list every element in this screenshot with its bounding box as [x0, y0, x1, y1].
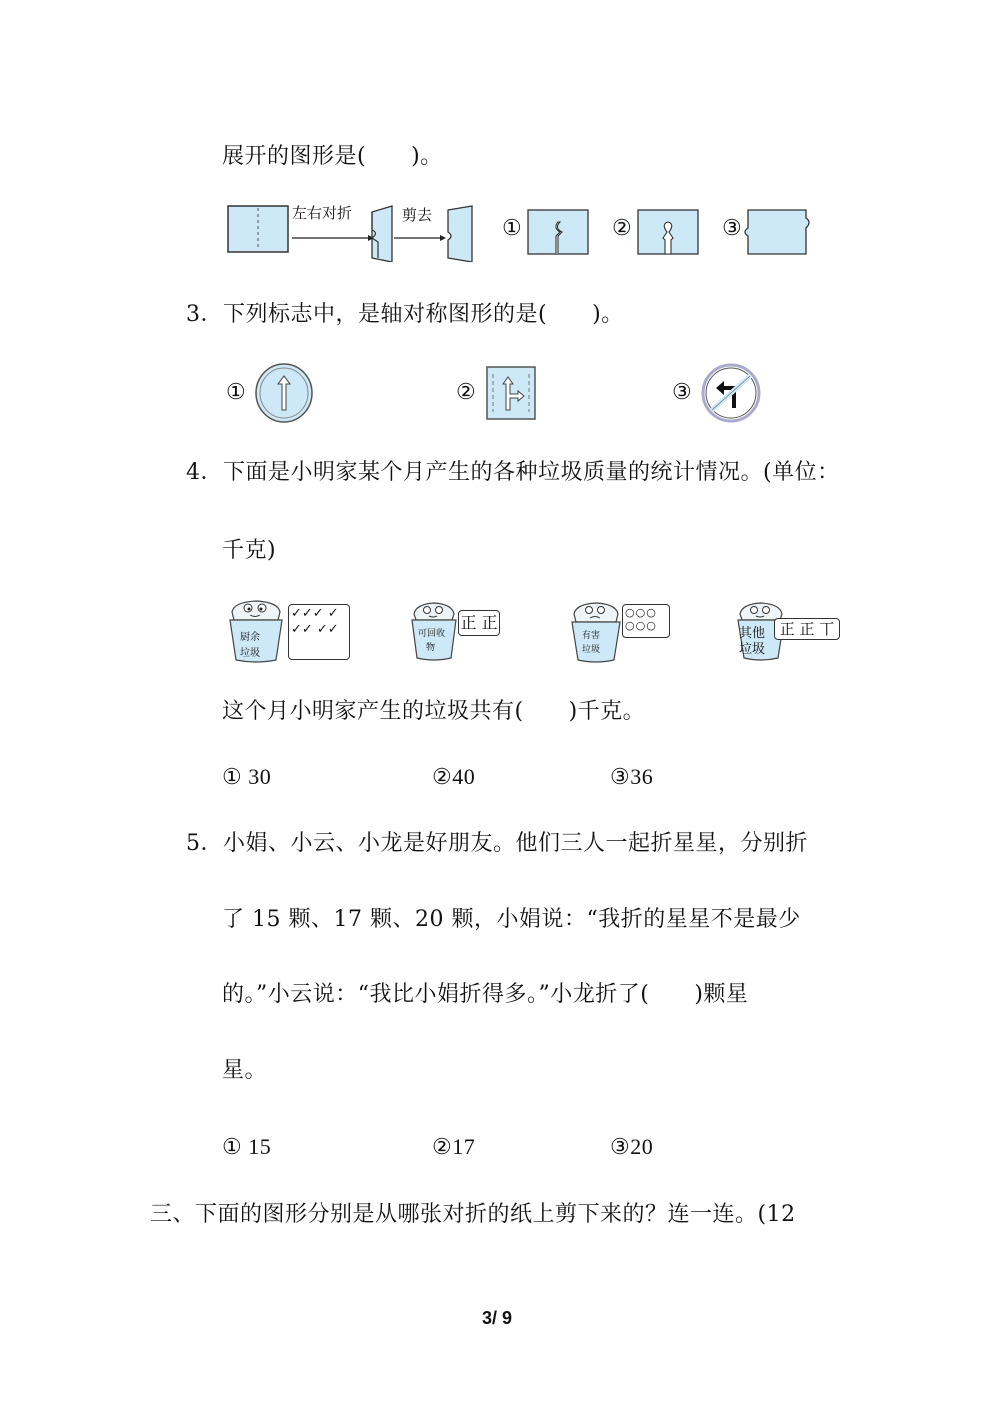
bin-label: 可回收	[418, 629, 446, 639]
garbage-tally-figure	[226, 598, 846, 668]
q5-option-1: ① 15	[222, 1134, 272, 1159]
straight-or-right-turn-sign-icon	[486, 366, 536, 420]
q5-line2: 了 15 颗、17 颗、20 颗，小娟说：“我折的星星不是最少	[222, 907, 801, 932]
bin-label: 有害	[582, 631, 601, 641]
option-marker-2: ②	[612, 216, 632, 241]
sign-marker-3: ③	[672, 380, 692, 405]
q4-question: 这个月小明家产生的垃圾共有( )千克。	[222, 699, 646, 724]
page-number: 3/ 9	[482, 1308, 513, 1328]
no-left-turn-sign-icon	[700, 362, 762, 424]
bin-label: 垃圾	[582, 645, 601, 655]
q4-text-line2: 千克)	[222, 538, 277, 563]
bin-label: 垃圾	[240, 648, 260, 659]
cut-step-label: 剪去	[402, 206, 433, 224]
q4-option-3: ③36	[610, 764, 654, 789]
straight-ahead-sign-icon	[254, 362, 314, 424]
q3-signs	[226, 362, 826, 432]
q4-text-line1: 4．下面是小明家某个月产生的各种垃圾质量的统计情况。(单位：	[186, 460, 840, 485]
q4-option-1: ① 30	[222, 764, 272, 789]
q5-option-2: ②17	[432, 1134, 476, 1159]
tally-bubble: 正 正 丅	[774, 618, 840, 640]
q5-line1: 5．小娟、小云、小龙是好朋友。他们三人一起折星星，分别折	[186, 831, 808, 856]
sign-marker-1: ①	[226, 380, 246, 405]
q2-continuation-text: 展开的图形是( )。	[222, 144, 443, 169]
q5-line3: 的。”小云说：“我比小娟折得多。”小龙折了( )颗星	[222, 982, 749, 1007]
bin-label: 垃圾	[739, 642, 766, 657]
q3-text: 3．下列标志中，是轴对称图形的是( )。	[186, 302, 624, 327]
q4-option-2: ②40	[432, 764, 476, 789]
fold-step-label: 左右对折	[292, 204, 353, 222]
tally-bubble: ✓✓✓ ✓✓✓ ✓✓	[288, 604, 350, 660]
tally-bubble: ○○○○○○	[622, 604, 670, 638]
sign-marker-2: ②	[456, 380, 476, 405]
paper-fold-figure	[226, 202, 826, 262]
q5-option-3: ③20	[610, 1134, 654, 1159]
option-marker-3: ③	[722, 216, 742, 241]
option-marker-1: ①	[502, 216, 522, 241]
q5-line4: 星。	[222, 1058, 268, 1083]
bin-label: 厨余	[240, 632, 260, 643]
bin-label: 物	[426, 643, 436, 653]
bin-label: 其他	[739, 626, 766, 641]
section3-heading: 三、下面的图形分别是从哪张对折的纸上剪下来的？连一连。(12	[150, 1202, 796, 1227]
tally-bubble: 正 正	[458, 610, 500, 636]
